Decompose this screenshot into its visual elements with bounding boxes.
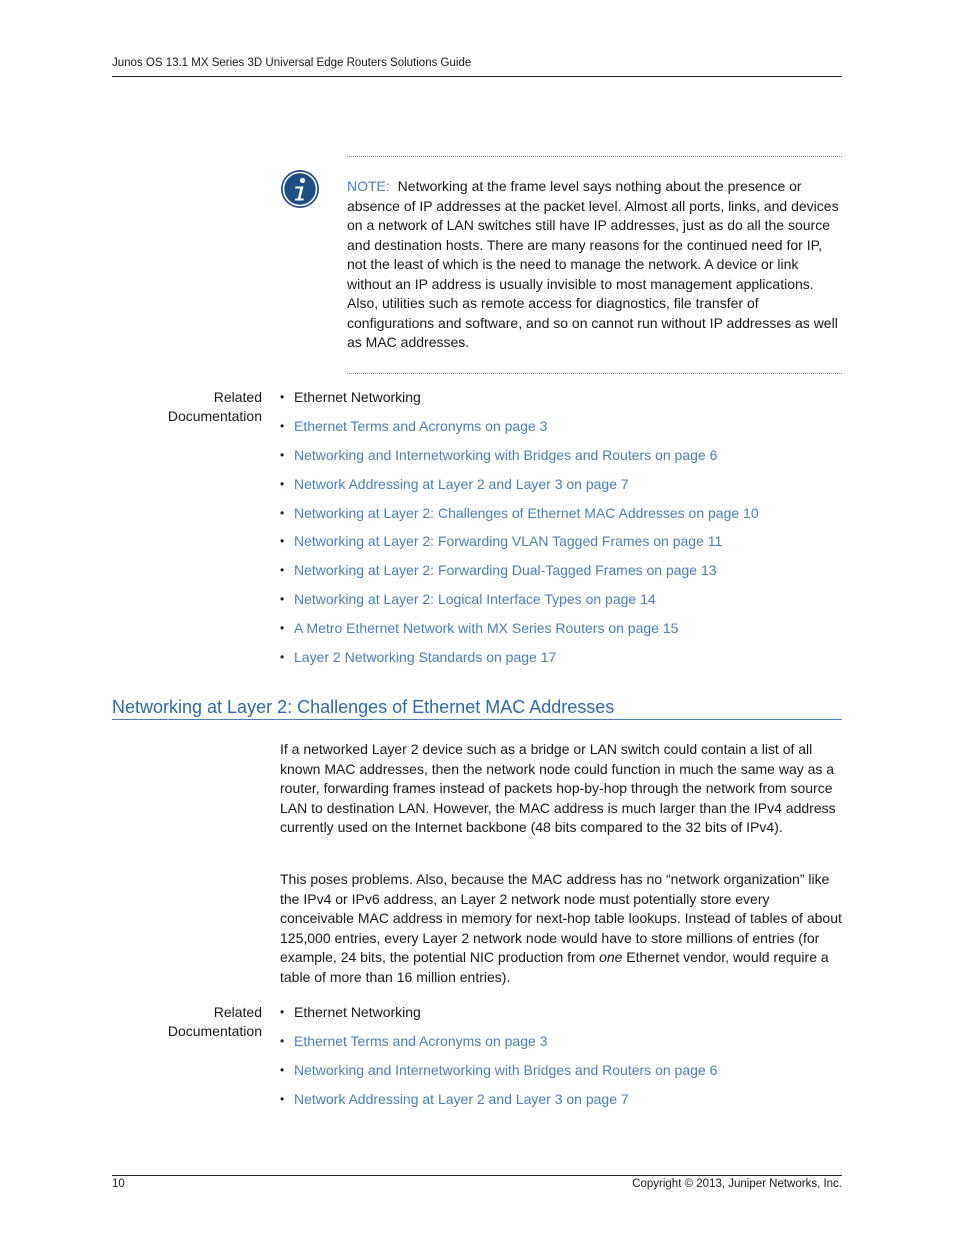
related-link-bridges-routers[interactable]: • Networking and Internetworking with Bridges and Routers on page 6: [280, 1061, 717, 1080]
related-link-dual-tagged[interactable]: • Networking at Layer 2: Forwarding Dual-Tagged Frames on page 13: [280, 561, 759, 580]
related-label-line1: Related: [213, 389, 262, 405]
related-link-layer2-standards[interactable]: • Layer 2 Networking Standards on page 17: [280, 648, 759, 667]
related-link-logical-interface[interactable]: • Networking at Layer 2: Logical Interface Types on page 14: [280, 590, 759, 609]
note-block: [347, 177, 845, 353]
footer-rule: [112, 1175, 842, 1176]
info-icon: [280, 169, 320, 209]
para2-text-a: This poses problems. Also, because the MAC address has no “network organization” like the IPv4 or IPv6 address, an Layer 2 network node must potentially store every conceivable MAC address in memory for next-hop table lookups. Instead of tables of about 125,000 entries, every Layer 2 network node would have to store millions of entries (for example, 24 bits, the potential NIC production from: [280, 871, 842, 965]
body-paragraph-1: If a networked Layer 2 device such as a bridge or LAN switch could contain a list of all known MAC addresses, then the network node could function in much the same way as a router, forwarding frames instead of packets hop-by-hop through the network from source LAN to destination LAN. However, the MAC address is much larger than the IPv4 address currently used on the Internet backbone (48 bits compared to the 32 bits of IPv4).: [280, 741, 836, 835]
related-label-line1: Related: [213, 1004, 262, 1020]
body-paragraph-2: [280, 870, 846, 987]
note-text: Networking at the frame level says nothing about the presence or absence of IP addresses at the packet level. Almost all ports, links, and devices on a network of LAN switches still have IP addresses, just as do all the source and destination hosts. There are many reasons for the continued need for IP, not the least of which is the need to manage the network. A device or link without an IP address is usually invisible to most management applications. Also, utilities such as remote access for diagnostics, file transfer of configurations and software, and so on cannot run without IP addresses as well as MAC addresses.: [347, 178, 839, 350]
section-rule: [112, 719, 842, 720]
section-title: Networking at Layer 2: Challenges of Ethernet MAC Addresses: [112, 697, 615, 717]
related-item-ethernet-networking: • Ethernet Networking: [280, 388, 759, 407]
related-label-line2: Documentation: [167, 408, 262, 424]
related-link-ethernet-terms[interactable]: • Ethernet Terms and Acronyms on page 3: [280, 417, 759, 436]
para2-text-b: Ethernet vendor, would require a table of more than 16 million entries).: [280, 949, 829, 985]
related-documentation-list-2: [280, 1003, 717, 1119]
para2-emphasis: one: [599, 949, 623, 965]
related-item-ethernet-networking: • Ethernet Networking: [280, 1003, 717, 1022]
related-link-network-addressing[interactable]: • Network Addressing at Layer 2 and Layer 3 on page 7: [280, 1090, 717, 1109]
related-link-ethernet-terms[interactable]: • Ethernet Terms and Acronyms on page 3: [280, 1032, 717, 1051]
header-rule: [112, 76, 842, 77]
related-link-metro-ethernet[interactable]: • A Metro Ethernet Network with MX Series Routers on page 15: [280, 619, 759, 638]
note-top-rule: [347, 156, 842, 157]
page-number: 10: [112, 1178, 125, 1190]
related-documentation-label: [140, 388, 262, 426]
copyright-notice: Copyright © 2013, Juniper Networks, Inc.: [632, 1178, 842, 1190]
related-documentation-list: [280, 388, 759, 677]
related-link-mac-challenges[interactable]: • Networking at Layer 2: Challenges of Ethernet MAC Addresses on page 10: [280, 504, 759, 523]
note-bottom-rule: [347, 373, 842, 374]
related-label-line2: Documentation: [167, 1023, 262, 1039]
related-link-vlan-tagged[interactable]: • Networking at Layer 2: Forwarding VLAN Tagged Frames on page 11: [280, 532, 759, 551]
running-header: Junos OS 13.1 MX Series 3D Universal Edge Routers Solutions Guide: [112, 57, 472, 69]
related-link-bridges-routers[interactable]: • Networking and Internetworking with Bridges and Routers on page 6: [280, 446, 759, 465]
note-label: NOTE:: [347, 178, 390, 194]
related-documentation-label-2: [140, 1003, 262, 1041]
related-link-network-addressing[interactable]: • Network Addressing at Layer 2 and Layer 3 on page 7: [280, 475, 759, 494]
